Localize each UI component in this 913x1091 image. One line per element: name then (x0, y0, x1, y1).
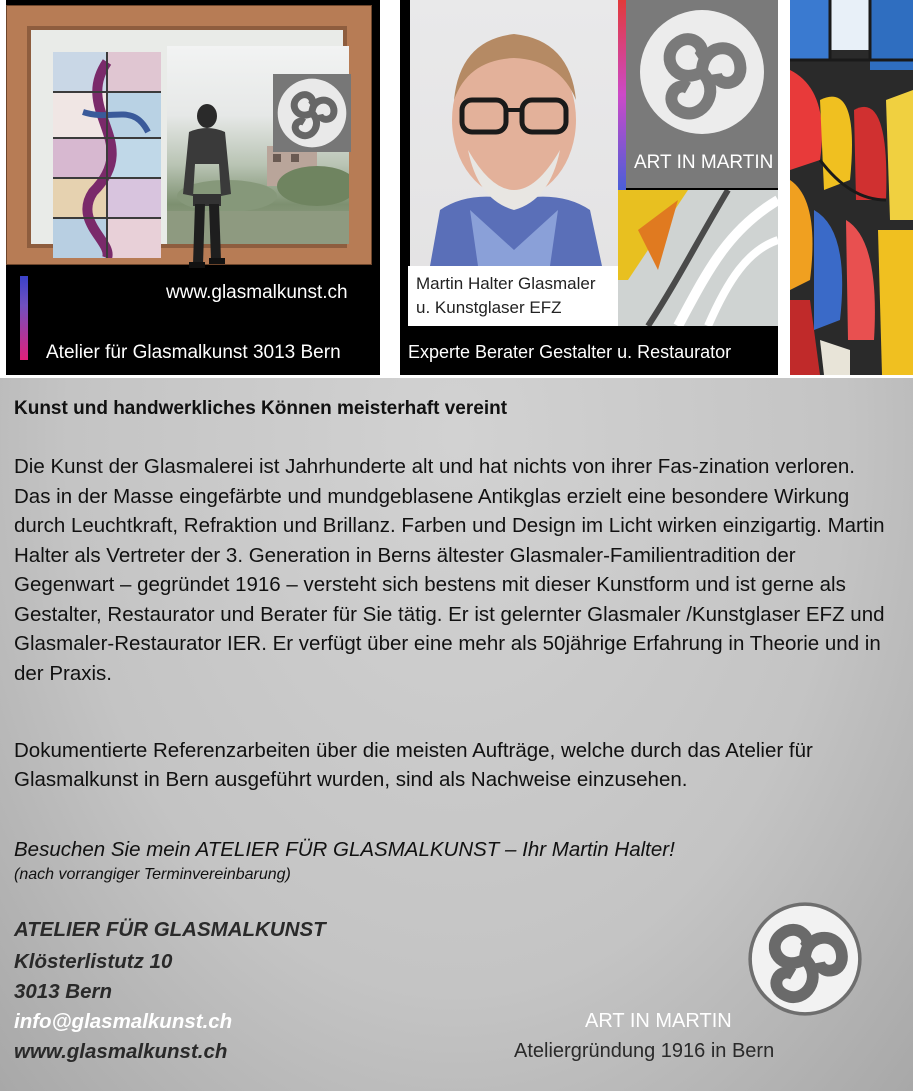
portrait-caption (408, 266, 618, 326)
stained-glass-window-image (53, 52, 161, 258)
appointment-note: (nach vorrangiger Terminvereinbarung) (14, 866, 291, 883)
role-label: Experte Berater Gestalter u. Restaurator (408, 342, 732, 362)
person-silhouette (177, 104, 237, 270)
window-frame (6, 5, 372, 265)
header-website-url: www.glasmalkunst.ch (166, 282, 348, 303)
footer-brand: ART IN MARTIN (585, 1010, 732, 1032)
stained-glass-strip (790, 0, 913, 375)
window-panel (6, 0, 380, 375)
headline: Kunst und handwerkliches Können meisterhaft vereint (14, 398, 508, 419)
email-link[interactable]: info@glasmalkunst.ch (14, 1010, 233, 1033)
address-name: ATELIER FÜR GLASMALKUNST (14, 918, 326, 941)
caption-title-line: u. Kunstglaser EFZ (416, 298, 562, 317)
portrait-photo (410, 0, 618, 266)
window-logo-sticker (273, 74, 351, 152)
address-street: Klösterlistutz 10 (14, 950, 173, 973)
caption-name-line: Martin Halter Glasmaler (416, 274, 596, 293)
triskele-swirl-icon (746, 900, 864, 1018)
portrait-panel (400, 0, 778, 375)
footer-founded: Ateliergründung 1916 in Bern (514, 1040, 775, 1062)
art-in-martin-label: ART IN MARTIN (634, 152, 774, 173)
website-link[interactable]: www.glasmalkunst.ch (14, 1040, 228, 1063)
address-city: 3013 Bern (14, 980, 113, 1003)
header-atelier-label: Atelier für Glasmalkunst 3013 Bern (46, 342, 341, 363)
invitation-text: Besuchen Sie mein ATELIER FÜR GLASMALKUNST – Ihr Martin Halter! (14, 838, 675, 861)
triskele-swirl-icon (273, 74, 351, 152)
header-collage (0, 0, 913, 378)
color-accent-strip (618, 0, 626, 190)
references-paragraph: Dokumentierte Referenzarbeiten über die meisten Aufträge, welche durch das Atelier für Glasmalkunst in Bern ausgeführt wurden, sind als Nachweise einzusehen. (14, 739, 813, 791)
glass-detail-image (618, 190, 778, 326)
triskele-swirl-icon (626, 0, 778, 150)
window-opening (27, 26, 347, 248)
intro-paragraph: Die Kunst der Glasmalerei ist Jahrhunderte alt und hat nichts von ihrer Fas-zination verloren. Das in der Masse eingefärbte und mundgeblasene Antikglas erzielt eine besondere Wirkung durch Leuchtkraft, Refraktion und Brillanz. Farben und Design im Licht wirken einzigartig. Martin Halter als Vertreter der 3. Generation in Berns ältester Glasmaler-Familientradition der Gegenwart – gegründet 1916 – versteht sich bestens mit dieser Kunstform und ist gerne als Gestalter, Restaurator und Berater für Sie tätig. Er ist gelernter Glasmaler /Kunstglaser EFZ und Glasmaler-Restaurator IER. Er verfügt über eine mehr als 50jährige Erfahrung in Theorie und in der Praxis. (14, 455, 885, 685)
color-accent-bar (20, 276, 28, 360)
